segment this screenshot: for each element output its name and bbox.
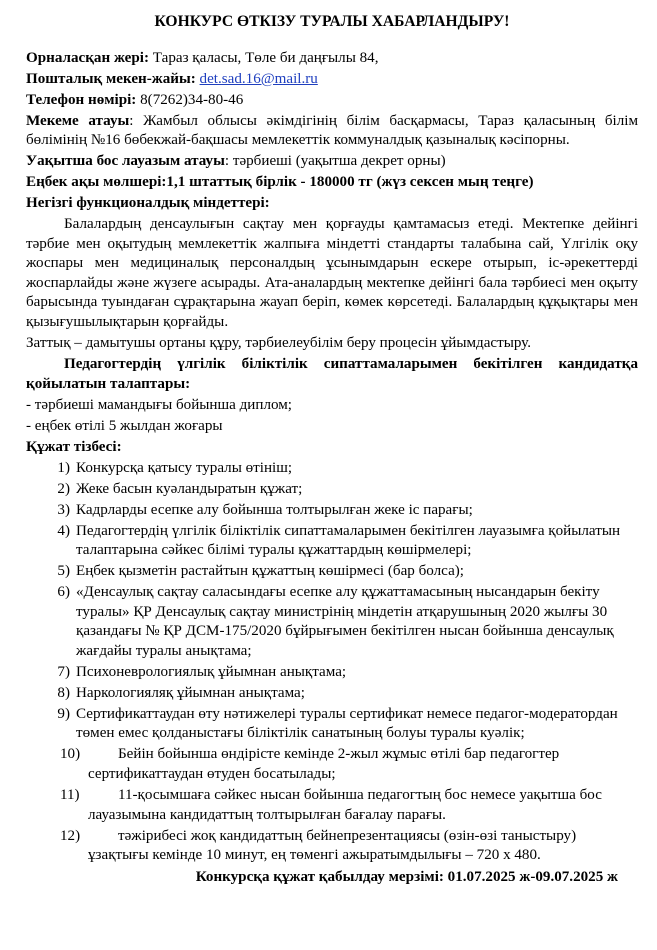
item-text: Психоневрологиялық ұйымнан анықтама;: [76, 663, 347, 680]
item-number: 4): [57, 522, 70, 539]
item-number: 8): [57, 684, 70, 701]
item-text: 11-қосымшаға сәйкес нысан бойынша педагогтың бос немесе уақытша бос лауазымына кандидаттың толтырылған бағалау парағы.: [88, 786, 602, 823]
vacancy-label: Уақытша бос лауазым атауы: [26, 153, 225, 170]
location-line: [26, 49, 638, 69]
list-item: [26, 786, 638, 825]
item-text: Сертификаттаудан өту нәтижелері туралы сертификат немесе педагог-модератордан төмен емес қолданыстағы біліктілік санатының болуы туралы куәлік;: [76, 705, 618, 742]
item-text: Кадрларды есепке алу бойынша толтырылған жеке іс парағы;: [76, 501, 473, 518]
deadline-line: Конкурсқа құжат қабылдау мерзімі: 01.07.2025 ж-09.07.2025 ж: [195, 868, 618, 885]
item-text: Жеке басын куәландыратын құжат;: [76, 480, 303, 497]
item-text: Еңбек қызметін растайтын құжаттың көшірмесі (бар болса);: [76, 563, 464, 580]
phone-line: [26, 91, 638, 111]
item-text: «Денсаулық сақтау саласындағы есепке алу құжаттамасының нысандарын бекіту туралы» ҚР Денсаулық сақтау министрінің міндетін атқарушының 2020 жылғы 30 қазандағы № ҚР ДСМ-175/2020 бұйрығымен бекітілген нысан бойынша денсаулық жағдайы туралы анықтама;: [76, 584, 614, 659]
item-number: 10): [60, 746, 81, 763]
item-text: Бейін бойынша өндірісте кемінде 2-жыл жұмыс өтілі бар педагогтер сертификаттаудан өтуден босатылады;: [88, 746, 560, 782]
location-value: Тараз қаласы, Төле би даңғылы 84,: [149, 49, 379, 66]
documents-heading: Құжат тізбесі:: [26, 438, 122, 455]
item-number: 3): [57, 501, 70, 518]
requirements-heading: Педагогтердің үлгілік біліктілік сипаттамаларымен бекітілген кандидатқа қойылатын талаптары:: [26, 356, 638, 392]
list-item: [26, 745, 638, 784]
postal-line: [26, 70, 638, 90]
vacancy-line: [26, 152, 638, 172]
organization-line: [26, 112, 638, 151]
announcement-page: [26, 12, 638, 887]
item-text: Наркологияляқ ұйымнан анықтама;: [76, 684, 305, 701]
requirement-item: - тәрбиеші мамандығы бойынша диплом;: [26, 396, 292, 413]
requirement-item: - еңбек өтілі 5 жылдан жоғары: [26, 417, 223, 434]
item-text: Педагогтердің үлгілік біліктілік сипаттамаларымен бекітілген лауазымға қойылатын талаптарына сәйкес білімі туралы құжаттардың көшірмелері;: [76, 522, 621, 559]
duties-heading: Негізгі функционалдық міндеттері:: [26, 195, 270, 212]
item-number: 9): [57, 705, 70, 722]
item-number: 7): [57, 663, 70, 680]
item-text: тәжірибесі жоқ кандидаттың бейнепрезентациясы (өзін-өзі таныстыру) ұзақтығы кемінде 10 минут, ең төменгі ажыратымдылығы – 720 х 480.: [88, 827, 577, 864]
item-number: 1): [57, 459, 70, 476]
documents-list: [26, 459, 638, 866]
phone-value: 8(7262)34-80-46: [136, 91, 244, 108]
list-item: [26, 459, 638, 479]
duties-paragraph-2: Заттық – дамытушы ортаны құру, тәрбиелеубілім беру процесін ұйымдастыру.: [26, 335, 531, 352]
postal-label: Пошталық мекен-жайы:: [26, 70, 196, 87]
list-item: [26, 501, 638, 521]
email-link[interactable]: det.sad.16@mail.ru: [199, 70, 318, 87]
list-item: [26, 522, 638, 561]
item-text: Конкурсқа қатысу туралы өтініш;: [76, 459, 293, 476]
item-number: 6): [57, 584, 70, 601]
organization-label: Мекеме атауы: [26, 112, 130, 129]
salary-line: Еңбек ақы мөлшері:1,1 штаттық бірлік - 180000 тг (жүз сексен мың теңге): [26, 174, 534, 191]
item-number: 11): [60, 786, 80, 803]
item-number: 2): [57, 480, 70, 497]
list-item: [26, 827, 638, 866]
list-item: [26, 663, 638, 683]
vacancy-value: : тәрбиеші (уақытша декрет орны): [224, 153, 446, 170]
list-item: [26, 480, 638, 500]
list-item: [26, 562, 638, 582]
list-item: [26, 705, 638, 744]
phone-label: Телефон нөмірі:: [26, 91, 137, 108]
organization-value: : Жамбыл облысы әкімдігінің білім басқармасы, Тараз қаласының білім бөлімінің №16 бөбекжай-бақшасы мемлекеттік коммуналдық қазыналық кәсіпорны.: [26, 112, 639, 149]
list-item: [26, 583, 638, 661]
page-title: КОНКУРС ӨТКІЗУ ТУРАЛЫ ХАБАРЛАНДЫРУ!: [154, 13, 510, 30]
location-label: Орналасқан жері:: [26, 49, 149, 66]
item-number: 5): [57, 563, 70, 580]
item-number: 12): [60, 827, 81, 844]
duties-paragraph: Балалардың денсаулығын сақтау мен қорғауды қамтамасыз етеді. Мектепке дейінгі тәрбие мен оқытудың мемлекеттік жалпыға міндетті стандарты талабына сай, Үлгілік оқу жоспары мен медициналық персоналдың ұсынымдарын ескере отырып, іс-әрекеттерді жоспарлайды және жүзеге асырады. Ата-аналардың мектепке дейінгі бала тәрбиесі мен оқыту барысында туындаған сұрақтарына жауап беріп, көмек көрсетеді. Балалардың құқықтары мен қызығушылықтарын қорғайды.: [26, 216, 638, 331]
list-item: [26, 684, 638, 704]
